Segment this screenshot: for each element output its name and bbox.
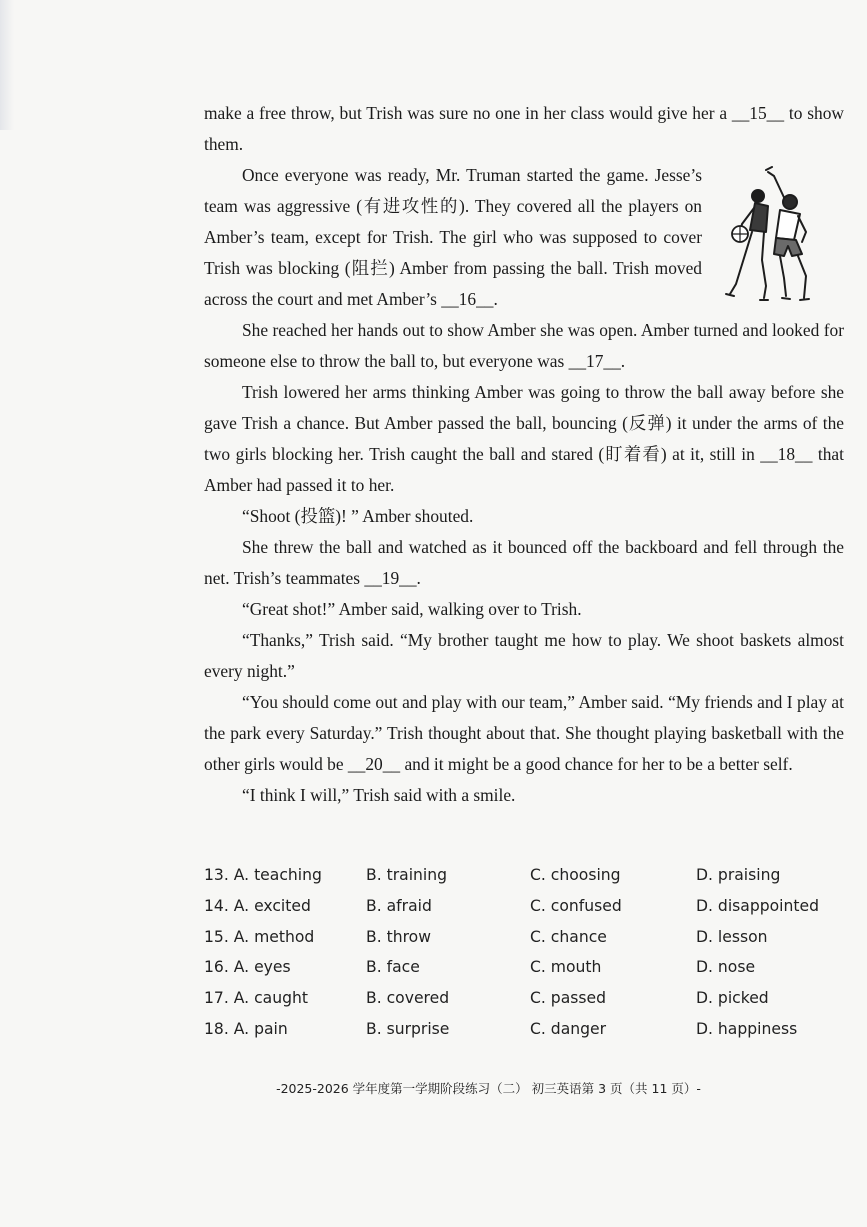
option-15-c: C. chance — [530, 927, 607, 946]
passage-paragraph-4: “Shoot (投篮)! ” Amber shouted. — [242, 506, 474, 526]
answer-options — [204, 866, 844, 1051]
passage-paragraph-8: “You should come out and play with our team,” Amber said. “My friends and I play at the park every Saturday.” Trish thought about that. She thought playing basketball with the other girls would be __20__ and it might be a good chance for her to be a better self. — [204, 692, 844, 774]
option-row-13 — [204, 866, 844, 897]
passage-paragraph-0: make a free throw, but Trish was sure no one in her class would give her a __15__ to show them. — [204, 103, 844, 154]
option-13-d: D. praising — [696, 866, 781, 884]
option-16-b: B. face — [366, 958, 420, 977]
option-13-c: C. choosing — [530, 866, 621, 884]
option-14-a: 14. A. excited — [204, 896, 311, 915]
option-row-15 — [204, 928, 844, 959]
option-13-b: B. training — [366, 866, 448, 884]
option-17-b: B. covered — [366, 989, 450, 1008]
page-footer — [0, 1079, 867, 1097]
option-row-18 — [204, 1020, 844, 1051]
passage-paragraph-2: She reached her hands out to show Amber she was open. Amber turned and looked for someone else to throw the ball to, but everyone was __17__. — [204, 320, 844, 371]
option-15-d: D. lesson — [696, 927, 768, 946]
option-15-b: B. throw — [366, 927, 431, 946]
option-14-c: C. confused — [530, 896, 622, 915]
option-17-c: C. passed — [530, 989, 606, 1008]
scan-shadow — [0, 0, 14, 130]
option-18-c: C. danger — [530, 1019, 607, 1038]
option-17-d: D. picked — [696, 989, 769, 1008]
option-17-a: 17. A. caught — [204, 989, 308, 1008]
passage-paragraph-5: She threw the ball and watched as it bounced off the backboard and fell through the net. Trish’s teammates __19__. — [204, 537, 844, 588]
passage-paragraph-6: “Great shot!” Amber said, walking over to Trish. — [242, 599, 582, 619]
basketball-players-icon — [722, 166, 820, 316]
passage-paragraph-1: Once everyone was ready, Mr. Truman started the game. Jesse’s team was aggressive (有进攻性的). They covered all the players on Amber’s team, except for Trish. The girl who was supposed to cover Trish was blocking (阻拦) Amber from passing the ball. Trish moved across the court and met Amber’s __16__. — [204, 165, 702, 309]
option-row-14 — [204, 897, 844, 928]
option-row-16 — [204, 958, 844, 989]
option-18-a: 18. A. pain — [204, 1019, 288, 1038]
option-row-17 — [204, 989, 844, 1020]
option-16-d: D. nose — [696, 958, 756, 977]
option-18-d: D. happiness — [696, 1019, 798, 1038]
option-16-c: C. mouth — [530, 958, 602, 977]
option-14-b: B. afraid — [366, 896, 432, 915]
option-14-d: D. disappointed — [696, 896, 819, 915]
option-16-a: 16. A. eyes — [204, 958, 291, 977]
passage-paragraph-3: Trish lowered her arms thinking Amber was going to throw the ball away before she gave Trish a chance. But Amber passed the ball, bouncing (反弹) it under the arms of the two girls blocking her. Trish caught the ball and stared (盯着看) at it, still in __18__ that Amber had passed it to her. — [204, 382, 844, 495]
footer-text: -2025-2026 学年度第一学期阶段练习（二） 初三英语第 3 页（共 11 页）- — [276, 1081, 701, 1096]
passage-paragraph-9: “I think I will,” Trish said with a smile. — [242, 785, 516, 805]
option-13-a: 13. A. teaching — [204, 866, 322, 884]
passage-paragraph-7: “Thanks,” Trish said. “My brother taught me how to play. We shoot baskets almost every night.” — [204, 630, 844, 681]
option-15-a: 15. A. method — [204, 927, 315, 946]
option-18-b: B. surprise — [366, 1019, 450, 1038]
